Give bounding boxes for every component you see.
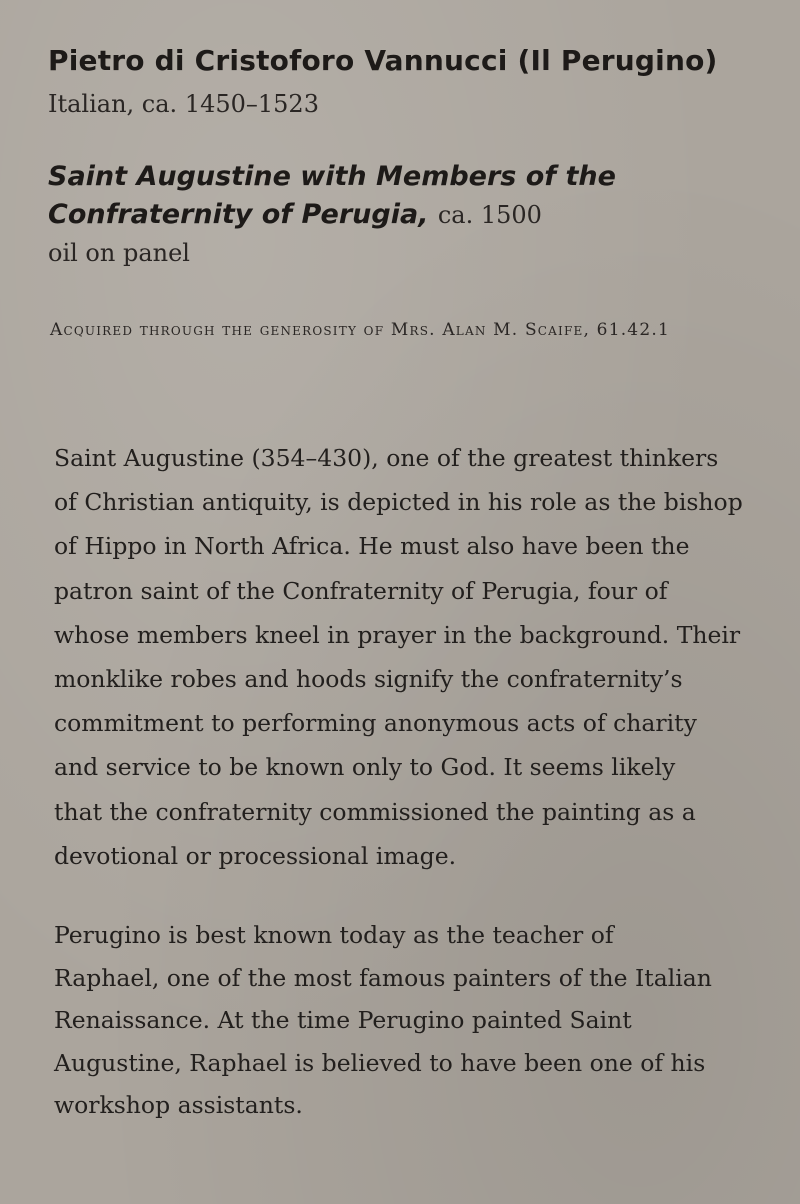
paragraph-line: and service to be known only to God. It seems likely	[54, 753, 676, 782]
description-paragraph-2	[54, 914, 784, 1127]
artwork-title-part-2: Confraternity of Perugia,	[48, 199, 429, 230]
paragraph-line: workshop assistants.	[54, 1091, 303, 1119]
paragraph-line: devotional or processional image.	[54, 841, 457, 870]
description-paragraph-1	[54, 436, 784, 878]
artwork-title-line-2	[48, 196, 768, 234]
paragraph-line: patron saint of the Confraternity of Perugia, four of	[54, 576, 668, 605]
artwork-title-line-1: Saint Augustine with Members of the	[48, 161, 616, 192]
paragraph-line: of Hippo in North Africa. He must also have been the	[54, 532, 690, 561]
paragraph-line: Augustine, Raphael is believed to have been one of his	[54, 1048, 706, 1077]
paragraph-line: Perugino is best known today as the teacher of	[54, 921, 614, 949]
paragraph-line: Saint Augustine (354–430), one of the greatest thinkers	[54, 444, 719, 472]
artist-name: Pietro di Cristoforo Vannucci (Il Perugino)	[48, 44, 718, 77]
paragraph-line: commitment to performing anonymous acts of charity	[54, 709, 697, 738]
paragraph-line: whose members kneel in prayer in the background. Their	[54, 620, 741, 649]
credit-line: Acquired through the generosity of Mrs. Alan M. Scaife, 61.42.1	[50, 320, 670, 340]
artwork-date: ca. 1500	[437, 201, 542, 229]
paragraph-line: Renaissance. At the time Perugino painted Saint	[54, 1006, 632, 1034]
artist-nationality-dates: Italian, ca. 1450–1523	[48, 90, 319, 118]
artwork-medium: oil on panel	[48, 239, 190, 267]
paragraph-line: of Christian antiquity, is depicted in his role as the bishop	[54, 488, 743, 517]
paragraph-line: monklike robes and hoods signify the confraternity’s	[54, 665, 683, 694]
artwork-title-block	[48, 158, 768, 272]
paragraph-line: Raphael, one of the most famous painters of the Italian	[54, 963, 712, 992]
paragraph-line: that the confraternity commissioned the painting as a	[54, 797, 696, 826]
